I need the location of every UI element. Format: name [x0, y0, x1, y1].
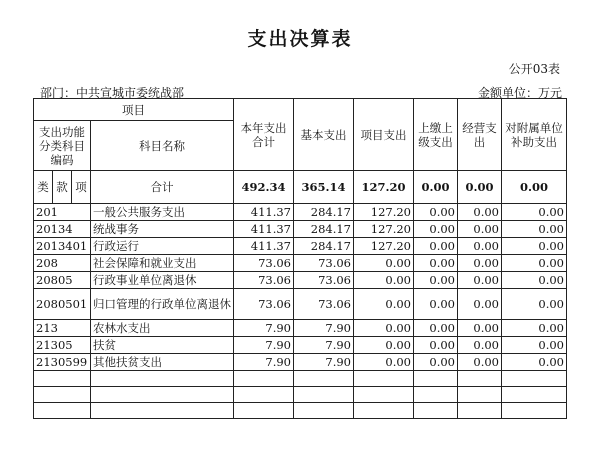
header-project: 项目 [34, 99, 234, 121]
row-value: 0.00 [414, 289, 458, 320]
table-row [34, 320, 567, 337]
row-value: 0.00 [354, 354, 414, 371]
row-value: 0.00 [414, 204, 458, 221]
expenditure-table [33, 98, 567, 419]
row-value: 284.17 [294, 204, 354, 221]
table-row [34, 238, 567, 255]
row-value: 0.00 [502, 289, 567, 320]
row-code: 21305 [34, 337, 91, 354]
row-value: 0.00 [354, 320, 414, 337]
row-code: 20805 [34, 272, 91, 289]
row-value: 0.00 [414, 272, 458, 289]
amount-unit-label: 金额单位：万元 [477, 86, 562, 100]
row-name: 其他扶贫支出 [91, 354, 234, 371]
header-lei: 类 [34, 171, 53, 204]
row-value: 7.90 [294, 320, 354, 337]
total-value: 492.34 [234, 171, 294, 204]
header-kuan: 款 [53, 171, 72, 204]
row-code: 2013401 [34, 238, 91, 255]
table-row [34, 354, 567, 371]
row-value: 0.00 [354, 255, 414, 272]
row-name: 归口管理的行政单位离退休 [91, 289, 234, 320]
row-value: 0.00 [414, 238, 458, 255]
row-value: 73.06 [234, 289, 294, 320]
header-col-basic: 基本支出 [294, 99, 354, 171]
row-value: 0.00 [414, 255, 458, 272]
row-value: 7.90 [234, 337, 294, 354]
row-value: 0.00 [458, 204, 502, 221]
row-value: 0.00 [458, 354, 502, 371]
row-name: 扶贫 [91, 337, 234, 354]
row-value: 0.00 [354, 289, 414, 320]
row-value: 0.00 [458, 320, 502, 337]
row-value: 0.00 [502, 204, 567, 221]
row-value: 127.20 [354, 221, 414, 238]
table-row [34, 221, 567, 238]
total-value: 365.14 [294, 171, 354, 204]
row-name: 统战事务 [91, 221, 234, 238]
total-label: 合计 [91, 171, 234, 204]
row-value: 0.00 [502, 337, 567, 354]
row-value: 0.00 [354, 337, 414, 354]
table-row [34, 272, 567, 289]
row-value: 7.90 [234, 320, 294, 337]
header-col-project: 项目支出 [354, 99, 414, 171]
row-code: 201 [34, 204, 91, 221]
row-name: 行政运行 [91, 238, 234, 255]
row-value: 0.00 [414, 337, 458, 354]
form-code: 公开03表 [508, 62, 560, 76]
header-code: 支出功能分类科目编码 [34, 121, 91, 171]
row-value: 411.37 [234, 221, 294, 238]
header-col-subsidy: 对附属单位补助支出 [502, 99, 567, 171]
header-col-total: 本年支出合计 [234, 99, 294, 171]
table-row [34, 204, 567, 221]
row-value: 0.00 [458, 289, 502, 320]
total-value: 0.00 [458, 171, 502, 204]
row-value: 0.00 [458, 272, 502, 289]
table-row [34, 289, 567, 320]
row-value: 0.00 [458, 221, 502, 238]
page-title: 支出决算表 [247, 28, 353, 50]
row-code: 2080501 [34, 289, 91, 320]
row-value: 0.00 [502, 221, 567, 238]
table-row [34, 255, 567, 272]
empty-row [34, 403, 567, 419]
row-value: 0.00 [458, 238, 502, 255]
row-value: 0.00 [414, 320, 458, 337]
row-value: 0.00 [502, 255, 567, 272]
row-value: 73.06 [234, 255, 294, 272]
row-name: 农林水支出 [91, 320, 234, 337]
row-value: 73.06 [294, 255, 354, 272]
row-value: 284.17 [294, 221, 354, 238]
row-code: 20134 [34, 221, 91, 238]
total-value: 0.00 [414, 171, 458, 204]
empty-row [34, 387, 567, 403]
empty-row [34, 371, 567, 387]
row-value: 0.00 [354, 272, 414, 289]
row-value: 0.00 [458, 255, 502, 272]
row-value: 0.00 [458, 337, 502, 354]
header-xiang: 项 [72, 171, 91, 204]
table-row [34, 337, 567, 354]
row-value: 0.00 [502, 320, 567, 337]
row-value: 7.90 [234, 354, 294, 371]
row-code: 208 [34, 255, 91, 272]
row-code: 213 [34, 320, 91, 337]
row-value: 0.00 [414, 221, 458, 238]
row-value: 411.37 [234, 238, 294, 255]
row-name: 一般公共服务支出 [91, 204, 234, 221]
department-label: 部门：中共宣城市委统战部 [40, 86, 185, 100]
row-value: 7.90 [294, 354, 354, 371]
header-col-upper: 上缴上级支出 [414, 99, 458, 171]
header-name: 科目名称 [91, 121, 234, 171]
row-value: 0.00 [502, 272, 567, 289]
row-value: 127.20 [354, 238, 414, 255]
row-value: 0.00 [414, 354, 458, 371]
total-value: 127.20 [354, 171, 414, 204]
row-value: 73.06 [294, 272, 354, 289]
row-value: 411.37 [234, 204, 294, 221]
row-code: 2130599 [34, 354, 91, 371]
total-value: 0.00 [502, 171, 567, 204]
row-name: 行政事业单位离退休 [91, 272, 234, 289]
row-value: 7.90 [294, 337, 354, 354]
row-value: 73.06 [234, 272, 294, 289]
row-value: 284.17 [294, 238, 354, 255]
header-col-operating: 经营支出 [458, 99, 502, 171]
row-value: 127.20 [354, 204, 414, 221]
row-value: 73.06 [294, 289, 354, 320]
row-value: 0.00 [502, 354, 567, 371]
row-name: 社会保障和就业支出 [91, 255, 234, 272]
row-value: 0.00 [502, 238, 567, 255]
